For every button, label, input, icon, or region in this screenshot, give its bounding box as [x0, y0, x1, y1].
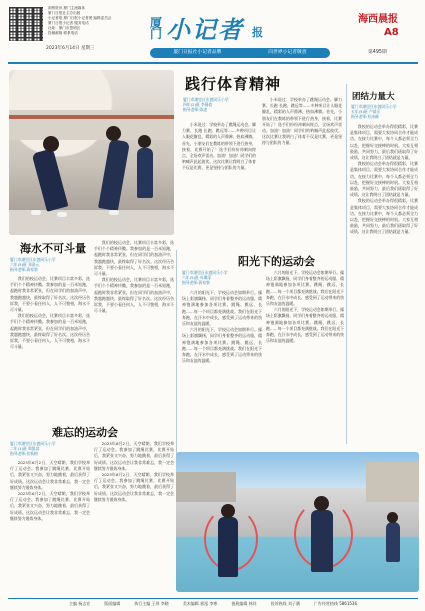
- publication-date: 2023年6月14日 星期三: [46, 46, 95, 51]
- footer-ad: 广告经营热线 5861536: [313, 601, 358, 606]
- hard-body-col2: [94, 441, 174, 594]
- water-byline: 厦门市湖里区东渡同乐小学 六年(5)班 邓嘉元 指导老师:蒋家黎: [10, 257, 56, 273]
- student-head: [43, 136, 59, 152]
- slogan: 向世界小记者敬意: [268, 50, 307, 55]
- student-head: [138, 135, 151, 148]
- team-headline: 团结力量大: [352, 92, 395, 102]
- main-body-col1: [182, 122, 256, 250]
- article-text: 我们的校运动会，比赛项目丰富多彩，选手们个个精神抖擞。我参加的是一百米短跑，起跑时我非常紧张，但在同学们的加油声中，我越跑越快，最终取得了好名次。这次经历告诉我，不要小看任何人，人不可貌相，海水不可斗量。: [94, 240, 174, 277]
- sun-byline: 厦门市湖里区东渡同乐小学 六年(5)班 叶璐菲 指导老师:蒋家黎: [182, 270, 228, 286]
- article-text: 我们的校运动会，比赛项目丰富多彩，选手们个个精神抖擞。我参加的是一百米短跑，起跑时我非常紧张，但在同学们的加油声中，我越跑越快，最终取得了好名次。这次经历告诉我，不要小看任何人，人不可貌相，海水不可斗量。: [94, 277, 174, 314]
- footer-hotline: 投诉热线 刘子涵: [270, 601, 300, 606]
- logo-title: 小记者: [166, 15, 244, 44]
- masthead-info-line: 小记者报 厦门日报小记者团 编辑委员会: [48, 16, 112, 20]
- slogan: 厦门日报社小记者品牌: [173, 50, 222, 55]
- main-body-col2: [262, 97, 342, 250]
- logo-suffix: 报: [252, 26, 263, 39]
- article-text: 2023年6月2日，天空晴朗，我们学校举行了运动会。我参加了跳绳比赛，比赛开始后，我紧张又兴奋，努力地跳着，最后获得了好成绩。这次运动会让我非常难忘，我一定会继续努力锻炼身体。: [10, 460, 90, 490]
- footer-proof: 执行主编 王琼 李晓: [134, 601, 169, 606]
- sun-headline: 阳光下的运动会: [238, 255, 315, 268]
- article-text: 六月的阳光下，学校运动会如期举行。操场上彩旗飘扬，同学们身着整齐的运动服，精神饱满地参加各项比赛。跳绳、跳远、长跑……每一个项目都充满挑战。我们在阳光下奔跑，在汗水中成长，感受到了运动带来的快乐和友谊的温暖。: [266, 270, 344, 307]
- masthead-info-line: 厦门日报社主办出版: [48, 11, 81, 15]
- footer-editor: 主编 杨志宏: [68, 601, 91, 606]
- student-head: [106, 126, 121, 141]
- photo-railing: [9, 115, 174, 119]
- main-byline: 厦门市湖里区东渡同乐小学 四年(2)班 李静韵 指导老师:陈凌: [183, 97, 229, 113]
- footer-reporter: 版面编辑: [104, 601, 121, 606]
- hard-body-col1: [10, 460, 90, 594]
- masthead-info: [48, 6, 128, 36]
- article-text: 2023年6月2日，天空晴朗，我们学校举行了运动会。我参加了跳绳比赛，比赛开始后，我紧张又兴奋，努力地跳着，最后获得了好成绩。这次运动会让我非常难忘，我一定会继续努力锻炼身体。: [94, 441, 174, 471]
- shoe: [57, 212, 67, 217]
- article-text: 小米说过：学校举办了跳绳运动会。脚力赛、长跑 长跑、跳远等……多种项目让人眼花缭乱，精彩的人声鼎沸，热血沸腾。首先，小朋友们在教练的带领下进行热身，接着，比赛开始了！选手们纷纷冲刺向终点，全场欢声雷动。加油！加油！同学们的呐喊声此起彼伏。这次比赛让我明白了体育不仅是比赛，更是坚持与团队的力量。: [182, 122, 256, 171]
- water-body-col2: [94, 240, 174, 420]
- footer-layout: 美术编辑 郭泓 李寒: [182, 601, 218, 606]
- student-head: [221, 504, 235, 518]
- article-text: 我校的运动会举办得很精彩，比赛是集体项目，需要大家协同合作才能成功。在接力比赛中，每个人都必须全力以赴，把握好交接棒的时机。大家互相鼓励，共同努力，最后我们班取得了好成绩。这让我明白了团结就是力量。: [350, 161, 418, 198]
- sun-body-col2: [266, 270, 344, 448]
- photo-building: [366, 462, 419, 502]
- hard-headline: 难忘的运动会: [52, 426, 118, 439]
- footer-phone: 值班编辑 林祥: [231, 601, 257, 606]
- masthead-info-line: 社址：厦门市思明区: [48, 26, 81, 30]
- water-body-col1: [10, 276, 90, 420]
- student-figure: [386, 522, 400, 562]
- article-text: 2023年6月2日，天空晴朗，我们学校举行了运动会。我参加了跳绳比赛，比赛开始后，我紧张又兴奋，努力地跳着，最后获得了好成绩。这次运动会让我非常难忘，我一定会继续努力锻炼身体。: [10, 491, 90, 521]
- skipping-photo: [9, 70, 174, 235]
- masthead-info-line: 投稿邮箱 联系电话: [48, 31, 78, 35]
- page-footer: [8, 598, 418, 607]
- logo-city: 厦门: [150, 16, 163, 41]
- masthead-info-line: 洞察资讯 厦门主流媒体: [48, 6, 86, 10]
- water-headline: 海水不可斗量: [20, 242, 86, 255]
- student-figure: [218, 517, 238, 577]
- shoe: [31, 210, 41, 215]
- article-text: 六月的阳光下，学校运动会如期举行。操场上彩旗飘扬，同学们身着整齐的运动服，精神饱满地参加各项比赛。跳绳、跳远、长跑……每一个项目都充满挑战。我们在阳光下奔跑，在汗水中成长，感受到了运动带来的快乐和友谊的温暖。: [182, 290, 262, 327]
- article-text: 六月的阳光下，学校运动会如期举行。操场上彩旗飘扬，同学们身着整齐的运动服，精神饱满地参加各项比赛。跳绳、跳远、长跑……每一个项目都充满挑战。我们在阳光下奔跑，在汗水中成长，感受到了运动带来的快乐和友谊的温暖。: [266, 307, 344, 344]
- article-text: 我校的运动会举办得很精彩，比赛是集体项目，需要大家协同合作才能成功。在接力比赛中，每个人都必须全力以赴，把握好交接棒的时机。大家互相鼓励，共同努力，最后我们班取得了好成绩。这让我明白了团结就是力量。: [350, 198, 418, 235]
- hard-byline: 厦门市湖里区东渡同乐小学 二年(1)班 郑凯睿 指导老师:张秋榕: [10, 441, 56, 457]
- qr-pattern: [9, 7, 43, 41]
- team-byline: 厦门市湖里区东渡同乐小学 五年(5)班 卢晨乐 指导老师:杜冰颜: [351, 104, 397, 120]
- student-head: [314, 496, 329, 511]
- page-number: A8: [384, 27, 399, 38]
- student-figure: [98, 139, 130, 211]
- masthead-divider: [8, 62, 418, 64]
- column-rule: [346, 84, 347, 444]
- photo-building: [176, 472, 236, 502]
- main-headline: 践行体育精神: [185, 75, 282, 93]
- article-text: 我们的校运动会，比赛项目丰富多彩，选手们个个精神抖擞。我参加的是一百米短跑，起跑时我非常紧张，但在同学们的加油声中，我越跑越快，最终取得了好名次。这次经历告诉我，不要小看任何人，人不可貌相，海水不可斗量。: [10, 276, 90, 313]
- issue-number: 第495期: [368, 50, 387, 55]
- article-text: 2023年6月2日，天空晴朗，我们学校举行了运动会。我参加了跳绳比赛，比赛开始后，我紧张又兴奋，努力地跳着，最后获得了好成绩。这次运动会让我非常难忘，我一定会继续努力锻炼身体。: [94, 472, 174, 502]
- student-figure: [32, 148, 69, 212]
- student-figure: [137, 148, 153, 198]
- shoe: [109, 210, 119, 215]
- masthead-info-line: 厦门日报小记者 服务电话: [48, 21, 89, 25]
- article-text: 小米说过：学校举办了跳绳运动会。脚力赛、长跑 长跑、跳远等……多种项目让人眼花缭乱，精彩的人声鼎沸，热血沸腾。首先，小朋友们在教练的带领下进行热身，接着，比赛开始了！选手们纷纷冲刺向终点，全场欢声雷动。加油！加油！同学们的呐喊声此起彼伏。这次比赛让我明白了体育不仅是比赛，更是坚持与团队的力量。: [262, 97, 342, 146]
- article-text: 我们的校运动会，比赛项目丰富多彩，选手们个个精神抖擞。我参加的是一百米短跑，起跑时我非常紧张，但在同学们的加油声中，我越跑越快，最终取得了好名次。这次经历告诉我，不要小看任何人，人不可貌相，海水不可斗量。: [10, 313, 90, 350]
- sun-body-col1: [182, 290, 262, 448]
- partner-logo: 海西晨报: [358, 14, 398, 25]
- student-figure: [311, 510, 333, 572]
- article-text: 我校的运动会举办得很精彩，比赛是集体项目，需要大家协同合作才能成功。在接力比赛中，每个人都必须全力以赴，把握好交接棒的时机。大家互相鼓励，共同努力，最后我们班取得了好成绩。这让我明白了团结就是力量。: [350, 124, 418, 161]
- team-body: [350, 124, 418, 442]
- student-head: [387, 512, 398, 523]
- article-text: 六月的阳光下，学校运动会如期举行。操场上彩旗飘扬，同学们身着整齐的运动服，精神饱满地参加各项比赛。跳绳、跳远、长跑……每一个项目都充满挑战。我们在阳光下奔跑，在汗水中成长，感受到了运动带来的快乐和友谊的温暖。: [182, 327, 262, 364]
- playground-photo: [176, 452, 419, 592]
- slogan-banner: [150, 48, 330, 58]
